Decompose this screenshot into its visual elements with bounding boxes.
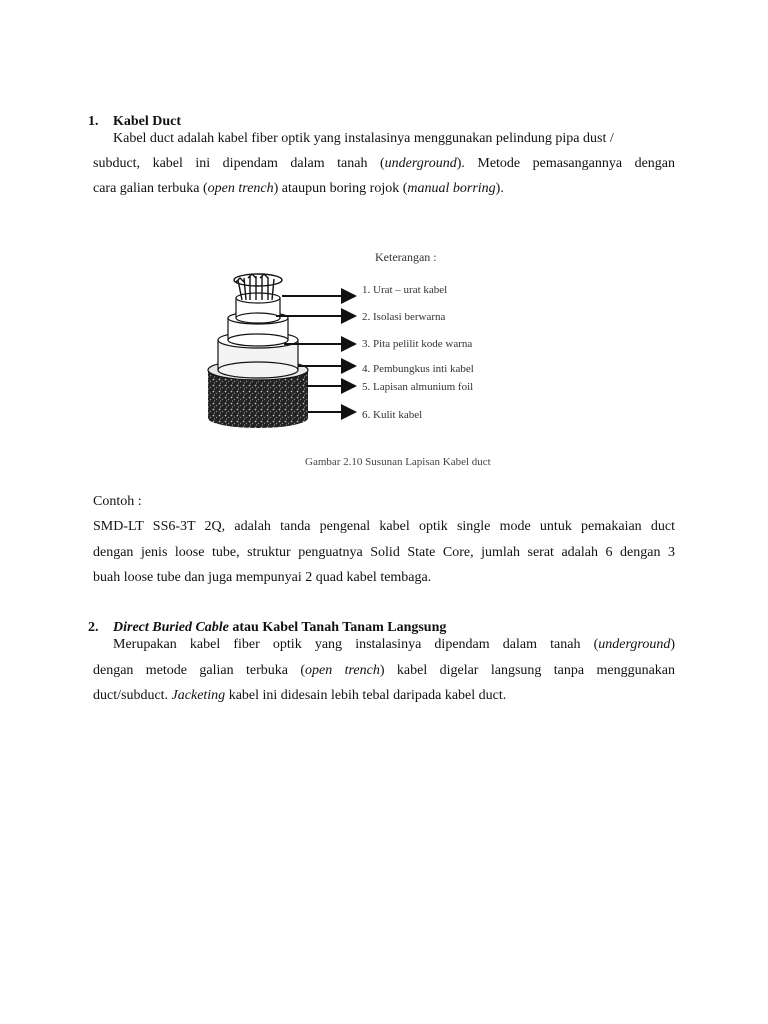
section-2-heading bbox=[88, 619, 446, 637]
figure-label-3: 3. Pita pelilit kode warna bbox=[362, 338, 473, 350]
section-2-line-2: dengan metode galian terbuka (open trench) kabel digelar langsung tanpa menggunakan bbox=[93, 663, 676, 678]
section-1-line-3: cara galian terbuka (open trench) ataupun boring rojok (manual borring). bbox=[93, 181, 504, 196]
cable-cross-section-figure bbox=[200, 240, 530, 480]
example-line-2: dengan jenis loose tube, struktur penguatnya Solid State Core, jumlah serat adalah 6 dengan 3 bbox=[93, 545, 675, 560]
figure-legend-title: Keterangan : bbox=[375, 250, 437, 264]
colored-insulation bbox=[236, 293, 280, 323]
example-line-1: SMD-LT SS6-3T 2Q, adalah tanda pengenal kabel optik single mode untuk pemakaian duct bbox=[93, 519, 675, 534]
example-label: Contoh : bbox=[93, 494, 142, 509]
figure-label-6: 6. Kulit kabel bbox=[362, 409, 423, 421]
figure-caption: Gambar 2.10 Susunan Lapisan Kabel duct bbox=[305, 456, 491, 468]
section-1-heading bbox=[88, 113, 181, 131]
figure-label-1: 1. Urat – urat kabel bbox=[362, 284, 448, 296]
section-2-title-rest: atau Kabel Tanah Tanam Langsung bbox=[228, 620, 447, 635]
section-2-line-3: duct/subduct. Jacketing kabel ini didesain lebih tebal daripada kabel duct. bbox=[93, 688, 507, 703]
section-2-title-italic: Direct Buried Cable bbox=[113, 620, 229, 635]
section-1-number: 1. bbox=[88, 114, 99, 129]
figure-label-5: 5. Lapisan almunium foil bbox=[362, 381, 474, 393]
example-line-3: buah loose tube dan juga mempunyai 2 quad kabel tembaga. bbox=[93, 570, 432, 585]
figure-label-2: 2. Isolasi berwarna bbox=[362, 311, 446, 323]
section-1-line-1: Kabel duct adalah kabel fiber optik yang instalasinya menggunakan pelindung pipa dust / bbox=[113, 131, 614, 146]
section-1-title: Kabel Duct bbox=[113, 114, 182, 129]
figure-label-4: 4. Pembungkus inti kabel bbox=[362, 363, 474, 375]
section-1-line-2: subduct, kabel ini dipendam dalam tanah (underground). Metode pemasangannya dengan bbox=[93, 156, 676, 171]
section-2-line-1: Merupakan kabel fiber optik yang instalasinya dipendam dalam tanah (underground) bbox=[113, 637, 675, 652]
section-2-number: 2. bbox=[88, 620, 99, 635]
